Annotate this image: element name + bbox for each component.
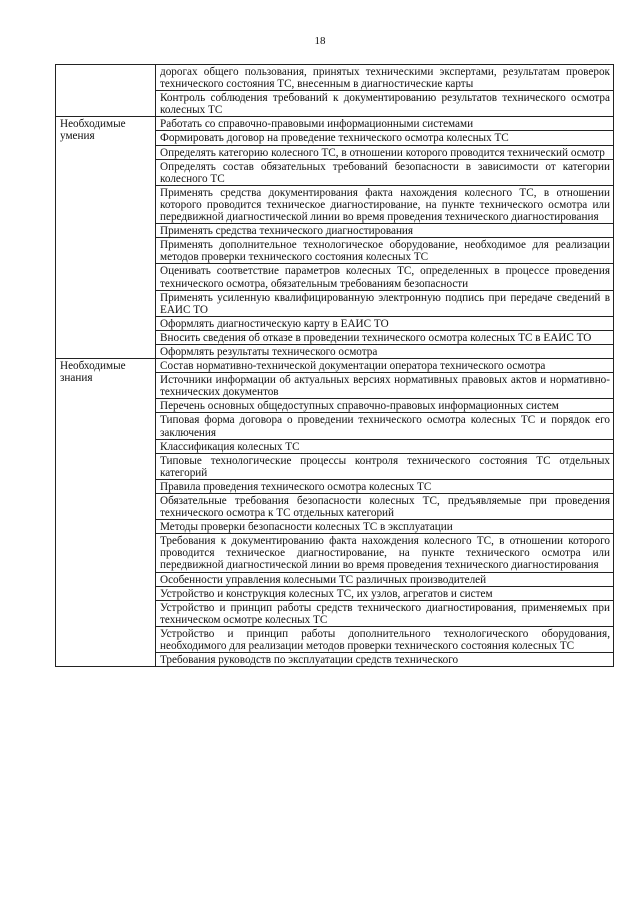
table-cell: Устройство и конструкция колесных ТС, их узлов, агрегатов и систем: [156, 586, 614, 600]
competency-table: [55, 64, 614, 667]
table-cell: Перечень основных общедоступных справочно-правовых информационных систем: [156, 399, 614, 413]
section-label-empty: [56, 65, 156, 117]
table-cell: Требования руководств по эксплуатации средств технического: [156, 653, 614, 667]
table-row: [56, 117, 614, 131]
table-cell: Требования к документированию факта нахождения колесного ТС, в отношении которого проводится техническое диагностирование, на пункте технического осмотра или передвижной диагностической линии во время проведения технического диагностирования: [156, 534, 614, 572]
table-cell: Оформлять результаты технического осмотра: [156, 344, 614, 358]
table-cell: дорогах общего пользования, принятых техническими экспертами, результатам проверок технического состояния ТС, внесенным в диагностические карты: [156, 65, 614, 91]
skills-section-label: Необходимые умения: [56, 117, 156, 359]
table-cell: Оценивать соответствие параметров колесных ТС, определенных в процессе проведения технического осмотра, обязательным требованиям безопасности: [156, 264, 614, 290]
table-cell: Оформлять диагностическую карту в ЕАИС ТО: [156, 316, 614, 330]
knowledge-section-label: Необходимые знания: [56, 359, 156, 667]
table-row: [56, 65, 614, 91]
table-cell: Применять средства технического диагностирования: [156, 224, 614, 238]
table-cell: Устройство и принцип работы дополнительного технологического оборудования, необходимого для реализации методов проверки технического состояния колесных ТС: [156, 626, 614, 652]
table-cell: Применять дополнительное технологическое оборудование, необходимое для реализации методов проверки технического состояния колесных ТС: [156, 238, 614, 264]
table-row: [56, 359, 614, 373]
table-cell: Правила проведения технического осмотра колесных ТС: [156, 479, 614, 493]
page-number: 18: [314, 35, 326, 47]
table-cell: Контроль соблюдения требований к документированию результатов технического осмотра колесных ТС: [156, 91, 614, 117]
table-cell: Типовые технологические процессы контроля технического состояния ТС отдельных категорий: [156, 453, 614, 479]
table-cell: Обязательные требования безопасности колесных ТС, предъявляемые при проведения технического осмотра к ТС отдельных категорий: [156, 494, 614, 520]
table-cell: Определять категорию колесного ТС, в отношении которого проводится технический осмотр: [156, 145, 614, 159]
table-cell: Определять состав обязательных требований безопасности в зависимости от категории колесного ТС: [156, 159, 614, 185]
table-cell: Работать со справочно-правовыми информационными системами: [156, 117, 614, 131]
table-cell: Состав нормативно-технической документации оператора технического осмотра: [156, 359, 614, 373]
table-cell: Типовая форма договора о проведении технического осмотра колесных ТС и порядок его заключения: [156, 413, 614, 439]
table-cell: Вносить сведения об отказе в проведении технического осмотра колесных ТС в ЕАИС ТО: [156, 330, 614, 344]
table-cell: Применять усиленную квалифицированную электронную подпись при передаче сведений в ЕАИС ТО: [156, 290, 614, 316]
table-cell: Особенности управления колесными ТС различных производителей: [156, 572, 614, 586]
table-cell: Методы проверки безопасности колесных ТС в эксплуатации: [156, 520, 614, 534]
table-cell: Устройство и принцип работы средств технического диагностирования, применяемых при техническом осмотре колесных ТС: [156, 600, 614, 626]
table-cell: Классификация колесных ТС: [156, 439, 614, 453]
competency-table-body: [56, 65, 614, 667]
table-cell: Источники информации об актуальных версиях нормативных правовых актов и нормативно-технических документов: [156, 373, 614, 399]
table-cell: Применять средства документирования факта нахождения колесного ТС, в отношении которого проводится техническое диагностирование, на пункте технического осмотра или передвижной диагностической линии во время проведения технического диагностирования: [156, 185, 614, 223]
table-cell: Формировать договор на проведение технического осмотра колесных ТС: [156, 131, 614, 145]
